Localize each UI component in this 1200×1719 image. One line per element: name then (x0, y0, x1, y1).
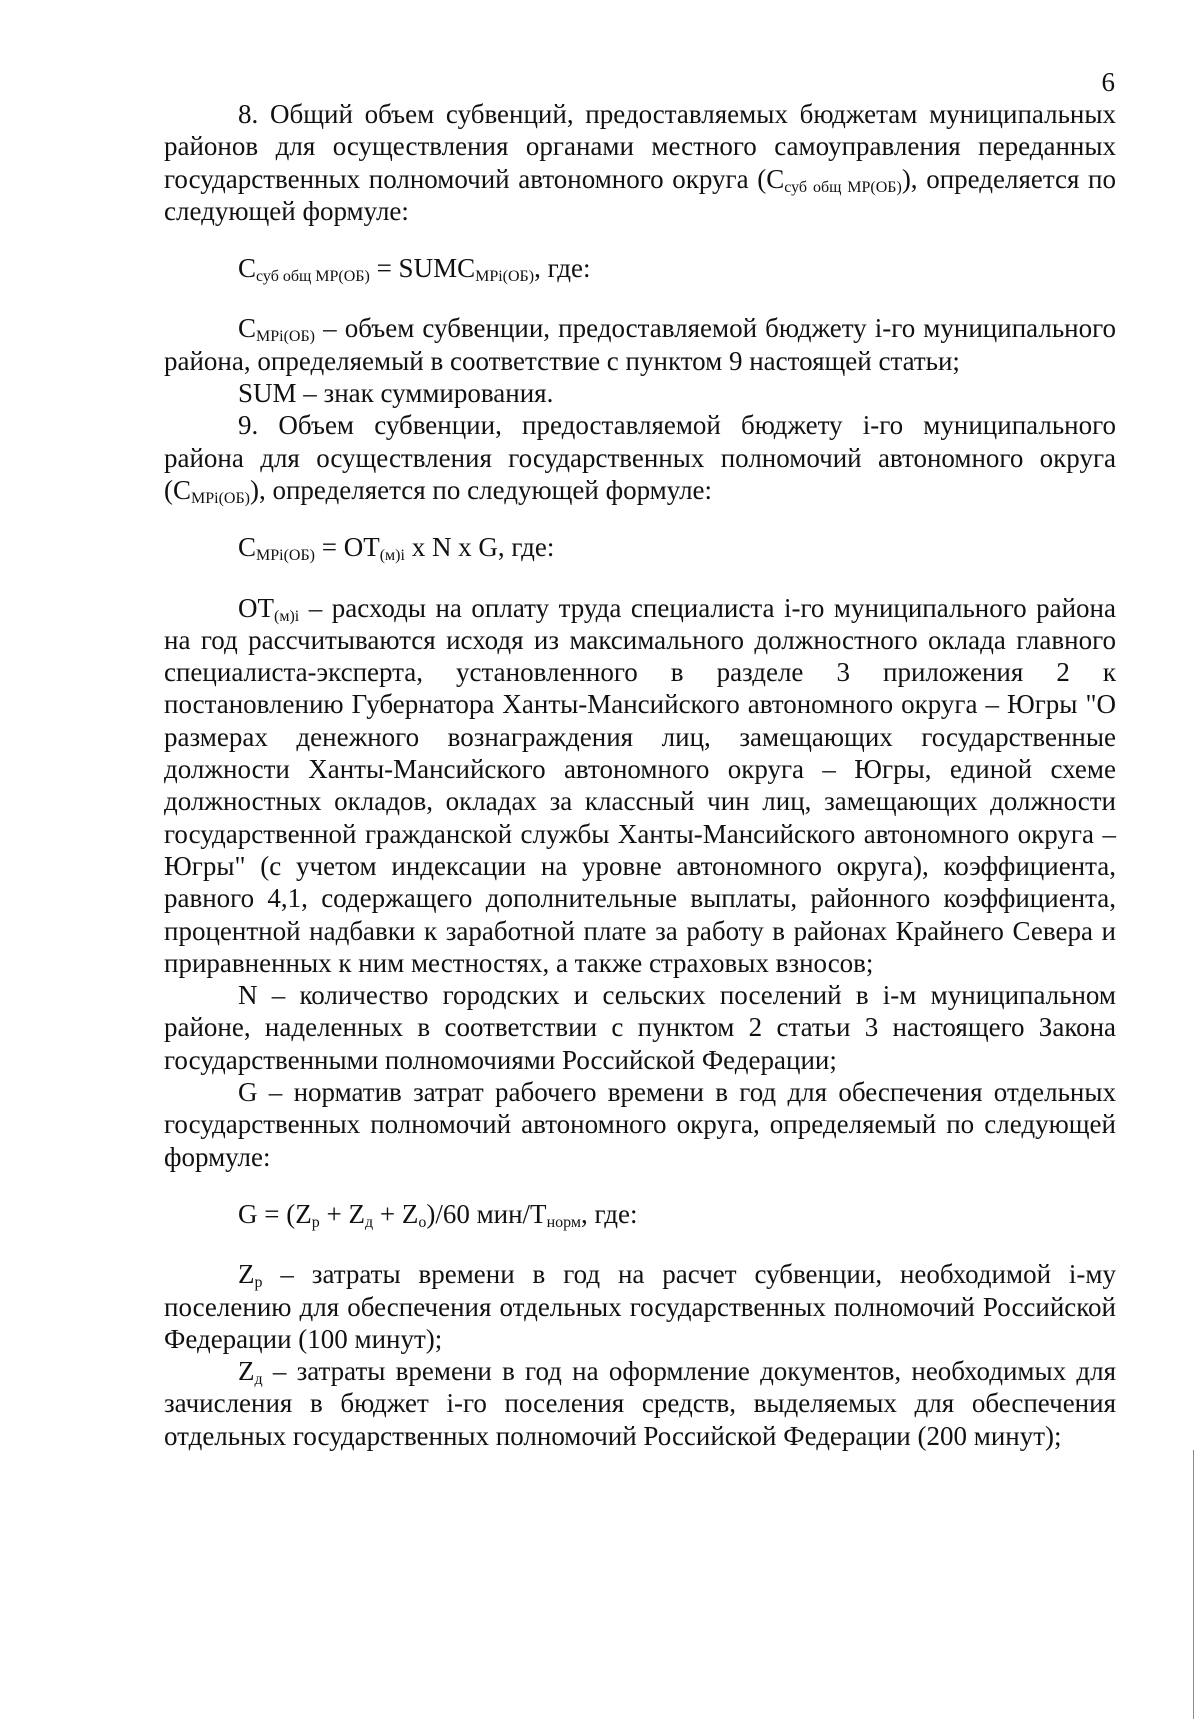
definition-zd: $Z_д$ – затраты времени в год на оформление документов, необходимых для зачисления в бюджет i-го поселения средств, выделяемых для обеспечения отдельных государственных полномочий Российской Федерации (200 минут); (164, 1356, 1116, 1451)
paragraph-8: 8. Общий объем субвенций, предоставляемых бюджетам муниципальных районов для осуществления органами местного самоуправления переданных государственных полномочий автономного округа $(С_{суб общ МР(ОБ)})$, определяется по следующей формуле: (164, 99, 1116, 226)
scan-edge-line (1193, 1450, 1194, 1719)
paragraph-9: 9. Объем субвенции, предоставляемой бюджету i-го муниципального района для осуществления государственных полномочий автономного округа $(С_{МРi(ОБ)})$, определяется по следующей формуле: (164, 410, 1116, 507)
definition-ot: $ОТ_{(м)i}$ – расходы на оплату труда специалиста i-го муниципального района на год рассчитываются исходя из максимального должностного оклада главного специалиста-эксперта, установленного в разделе 3 приложения 2 к постановлению Губернатора Ханты-Мансийского автономного округа – Югры "О размерах денежного вознаграждения лиц, замещающих государственные должности Ханты-Мансийского автономного округа – Югры, единой схеме должностных окладов, окладах за классный чин лиц, замещающих должности государственной гражданской службы Ханты-Мансийского автономного округа – Югры" (с учетом индексации на уровне автономного округа), коэффициента, равного 4,1, содержащего дополнительные выплаты, районного коэффициента, процентной надбавки к заработной плате за работу в районах Крайнего Севера и приравненных к ним местностях, а также страховых взносов; (164, 592, 1116, 978)
definition-c-mri: $С_{МРi(ОБ)}$ – объем субвенции, предоставляемой бюджету i-го муниципального района, определяемый в соответствие с пунктом 9 настоящей статьи; (164, 313, 1116, 376)
formula-district-subvention: $С_{МРi(ОБ)} = ОТ_{(м)i}$ х N х G, где: (238, 532, 555, 565)
definition-g: G – норматив затрат рабочего времени в год для обеспечения отдельных государственных полномочий автономного округа, определяемый по следующей формуле: (164, 1077, 1116, 1172)
definition-zp: $Z_р$ – затраты времени в год на расчет субвенции, необходимой i-му поселению для обеспечения отдельных государственных полномочий Российской Федерации (100 минут); (164, 1259, 1116, 1354)
definition-n: N – количество городских и сельских поселений в i-м муниципальном районе, наделенных в соответствии с пунктом 2 статьи 3 настоящего Закона государственными полномочиями Российской Федерации; (164, 980, 1116, 1075)
formula-total-subvention: $С_{суб общ МР(ОБ)}$ = $SUMС_{МРi(ОБ)}$, где: (238, 253, 591, 286)
document-body (164, 98, 1116, 1452)
definition-sum: SUM – знак суммирования. (238, 378, 554, 409)
page-number: 6 (1101, 67, 1115, 97)
formula-g: $G = (Z_р + Z_д + Z_о)/60$ мин/$Т_{норм}$, где: (238, 1198, 638, 1231)
